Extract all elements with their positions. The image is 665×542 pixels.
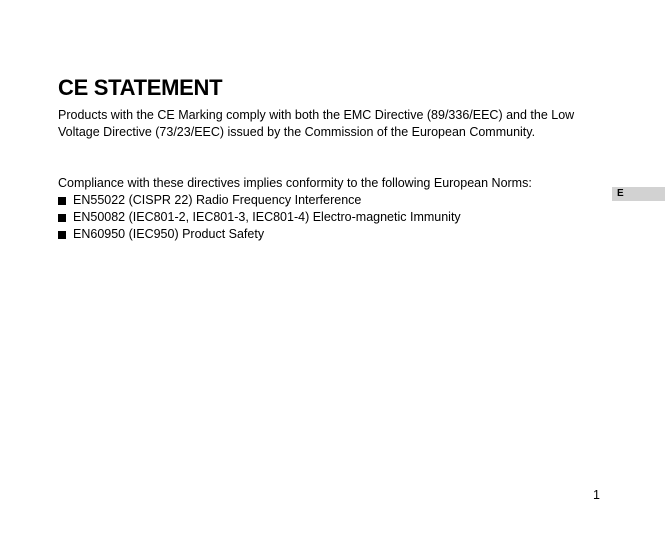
page-number: 1 xyxy=(593,488,600,502)
page-title: CE STATEMENT xyxy=(58,75,223,100)
intro-line: Voltage Directive (73/23/EEC) issued by the Commission of the European Community. xyxy=(58,125,536,139)
list-item xyxy=(58,209,461,226)
intro-paragraph xyxy=(58,107,618,141)
square-bullet-icon xyxy=(58,197,66,205)
language-tab: E xyxy=(612,187,665,201)
list-item xyxy=(58,226,461,243)
compliance-statement: Compliance with these directives implies conformity to the following European Norms: xyxy=(58,176,532,190)
norm-label: EN55022 (CISPR 22) Radio Frequency Interference xyxy=(73,193,362,207)
intro-line: Products with the CE Marking comply with both the EMC Directive (89/336/EEC) and the Low xyxy=(58,108,575,122)
norm-label: EN50082 (IEC801-2, IEC801-3, IEC801-4) Electro-magnetic Immunity xyxy=(73,210,461,224)
list-item xyxy=(58,192,461,209)
square-bullet-icon xyxy=(58,231,66,239)
square-bullet-icon xyxy=(58,214,66,222)
norms-list xyxy=(58,192,461,243)
norm-label: EN60950 (IEC950) Product Safety xyxy=(73,227,265,241)
